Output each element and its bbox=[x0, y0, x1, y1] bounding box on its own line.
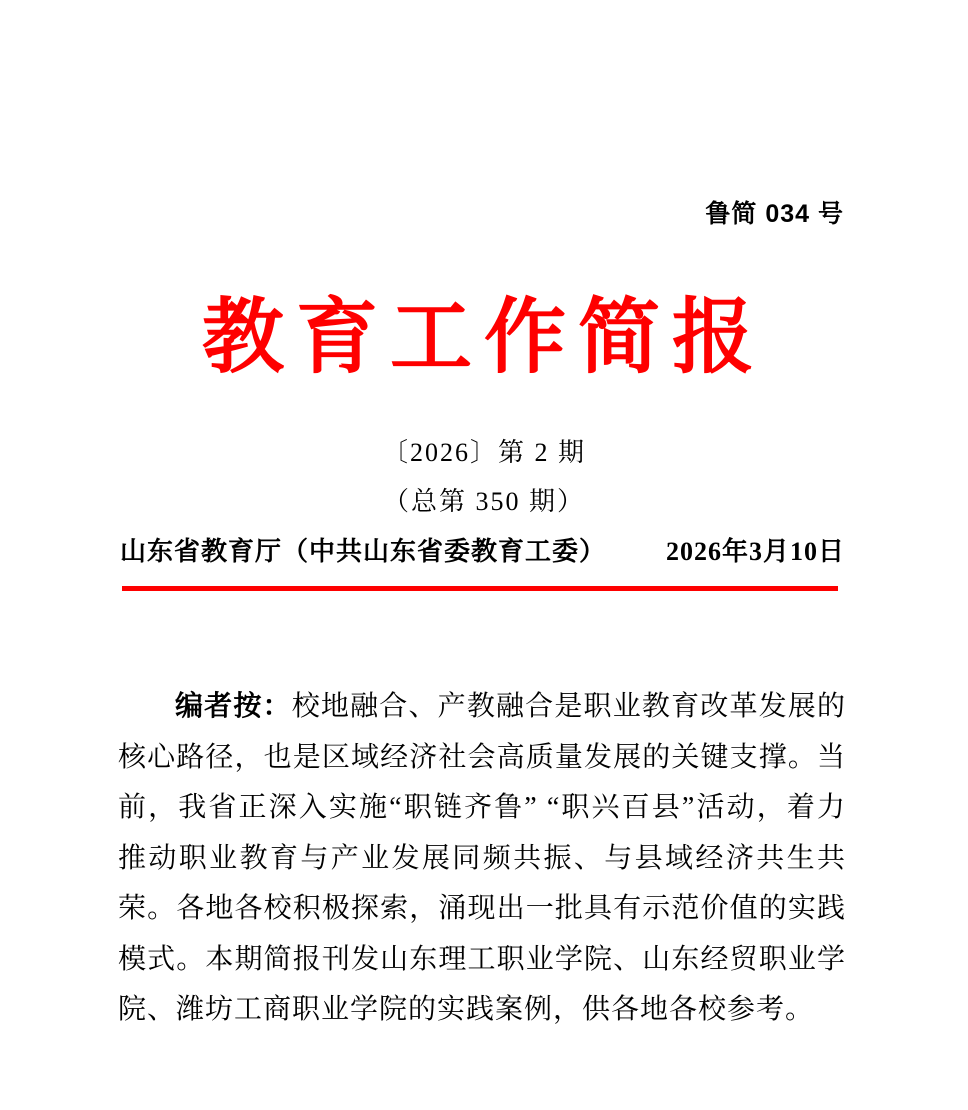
page-title: 教育工作简报 bbox=[201, 292, 766, 383]
publish-date: 2026年3月10日 bbox=[665, 537, 845, 566]
red-divider-rule bbox=[122, 586, 838, 591]
publisher-name: 山东省教育厅（中共山东省委教育工委） bbox=[120, 537, 607, 566]
cumulative-issue-number: （总第 350 期） bbox=[382, 487, 585, 516]
editor-note-paragraph bbox=[118, 682, 846, 1036]
editor-note-label: 编者按： bbox=[175, 691, 292, 722]
editor-note-text: 校地融合、产教融合是职业教育改革发展的核心路径，也是区域经济社会高质量发展的关键支撑。当前，我省正深入实施“职链齐鲁” “职兴百县”活动，着力推动职业教育与产业发展同频共振、与县域经济共生共荣。各地各校积极探索，涌现出一批具有示范价值的实践模式。本期简报刊发山东理工职业学院、山东经贸职业学院、潍坊工商职业学院的实践案例，供各地各校参考。 bbox=[118, 691, 846, 1025]
publisher-row bbox=[120, 531, 845, 568]
doc-number: 鲁简 034 号 bbox=[705, 200, 844, 228]
issue-number: 〔2026〕第 2 期 bbox=[381, 438, 586, 467]
